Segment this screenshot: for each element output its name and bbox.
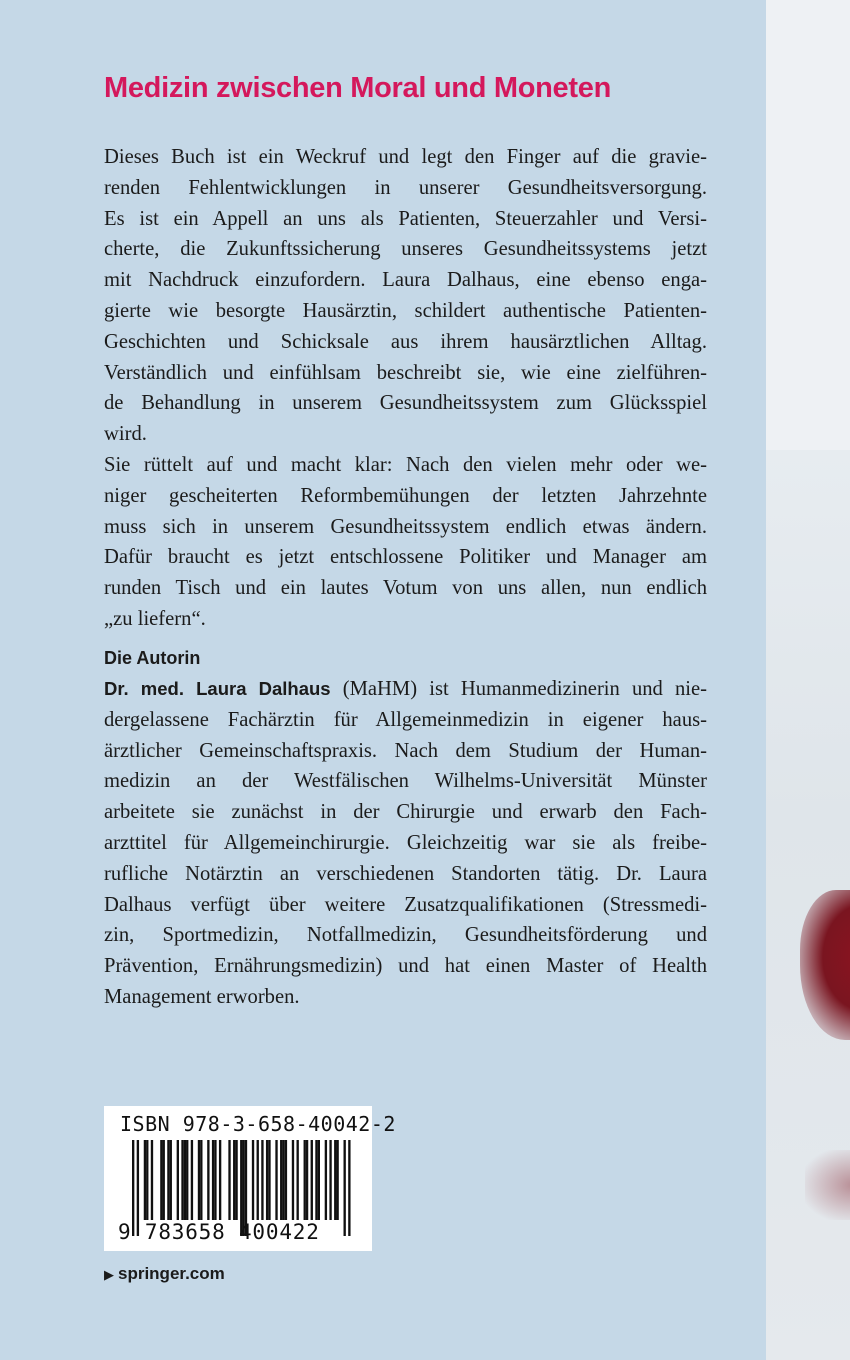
para2-line: „zu liefern“. [104, 607, 206, 630]
author-bio-line-1 [104, 674, 707, 705]
para1-line: Es ist ein Appell an uns als Patienten, Steuerzahler und Versi- [104, 207, 707, 230]
author-heading: Die Autorin [104, 648, 201, 668]
triangle-right-icon: ▶ [104, 1267, 114, 1282]
para1-line: mit Nachdruck einzufordern. Laura Dalhaus, eine ebenso enga- [104, 269, 707, 292]
para1-line: wird. [104, 423, 147, 446]
para2-line: runden Tisch und ein lautes Votum von uns allen, nun endlich [104, 577, 707, 600]
author-bio-line-1-rest: (MaHM) ist Humanmedizinerin und nie- [330, 678, 708, 700]
para1-line: Verständlich und einfühlsam beschreibt sie, wie eine zielführen- [104, 361, 707, 384]
isbn-label: ISBN 978-3-658-40042-2 [120, 1112, 396, 1136]
para1-line: renden Fehlentwicklungen in unserer Gesundheitsversorgung. [104, 176, 707, 199]
para1-line: Dieses Buch ist ein Weckruf und legt den Finger auf die gravie- [104, 146, 707, 168]
blurb-paragraph-1 [104, 142, 707, 450]
para3-line: Management erworben. [104, 985, 300, 1008]
para3-line: arzttitel für Allgemeinchirurgie. Gleichzeitig war sie als freibe- [104, 831, 707, 854]
para3-line: Prävention, Ernährungsmedizin) und hat einen Master of Health [104, 955, 707, 978]
author-name: Dr. med. Laura Dalhaus [104, 678, 331, 699]
blurb-paragraph-2 [104, 450, 707, 635]
isbn-barcode [104, 1106, 396, 1251]
para3-line: dergelassene Fachärztin für Allgemeinmedizin in eigener haus- [104, 708, 707, 731]
para1-line: cherte, die Zukunftssicherung unseres Gesundheitssystems jetzt [104, 238, 707, 261]
cover-photo-red-object-lower [805, 1150, 850, 1220]
para2-line: Sie rüttelt auf und macht klar: Nach den vielen mehr oder we- [104, 454, 707, 476]
para3-line: arbeitete sie zunächst in der Chirurgie und erwarb den Fach- [104, 801, 707, 824]
para3-line: ärztlicher Gemeinschaftspraxis. Nach dem Studium der Human- [104, 739, 707, 762]
para1-line: Geschichten und Schicksale aus ihrem hausärztlichen Alltag. [104, 330, 707, 353]
para1-line: de Behandlung in unserem Gesundheitssystem zum Glücksspiel [104, 392, 707, 415]
author-bio [104, 674, 707, 1013]
publisher-url: springer.com [118, 1264, 225, 1283]
para2-line: muss sich in unserem Gesundheitssystem endlich etwas ändern. [104, 515, 707, 538]
ean-digits: 9 783658 400422 [118, 1220, 320, 1244]
para3-line: zin, Sportmedizin, Notfallmedizin, Gesundheitsförderung und [104, 924, 707, 947]
para3-line: rufliche Notärztin an verschiedenen Standorten tätig. Dr. Laura [104, 862, 707, 885]
para2-line: niger gescheiterten Reformbemühungen der letzten Jahrzehnte [104, 484, 707, 507]
para3-line: medizin an der Westfälischen Wilhelms-Universität Münster [104, 770, 707, 793]
para2-line: Dafür braucht es jetzt entschlossene Politiker und Manager am [104, 546, 707, 569]
para1-line: gierte wie besorgte Hausärztin, schildert authentische Patienten- [104, 299, 707, 322]
book-title: Medizin zwischen Moral und Moneten [104, 72, 611, 104]
para3-line: Dalhaus verfügt über weitere Zusatzqualifikationen (Stressmedi- [104, 893, 707, 916]
publisher-link[interactable] [104, 1264, 225, 1284]
cover-edge-light [766, 0, 850, 450]
